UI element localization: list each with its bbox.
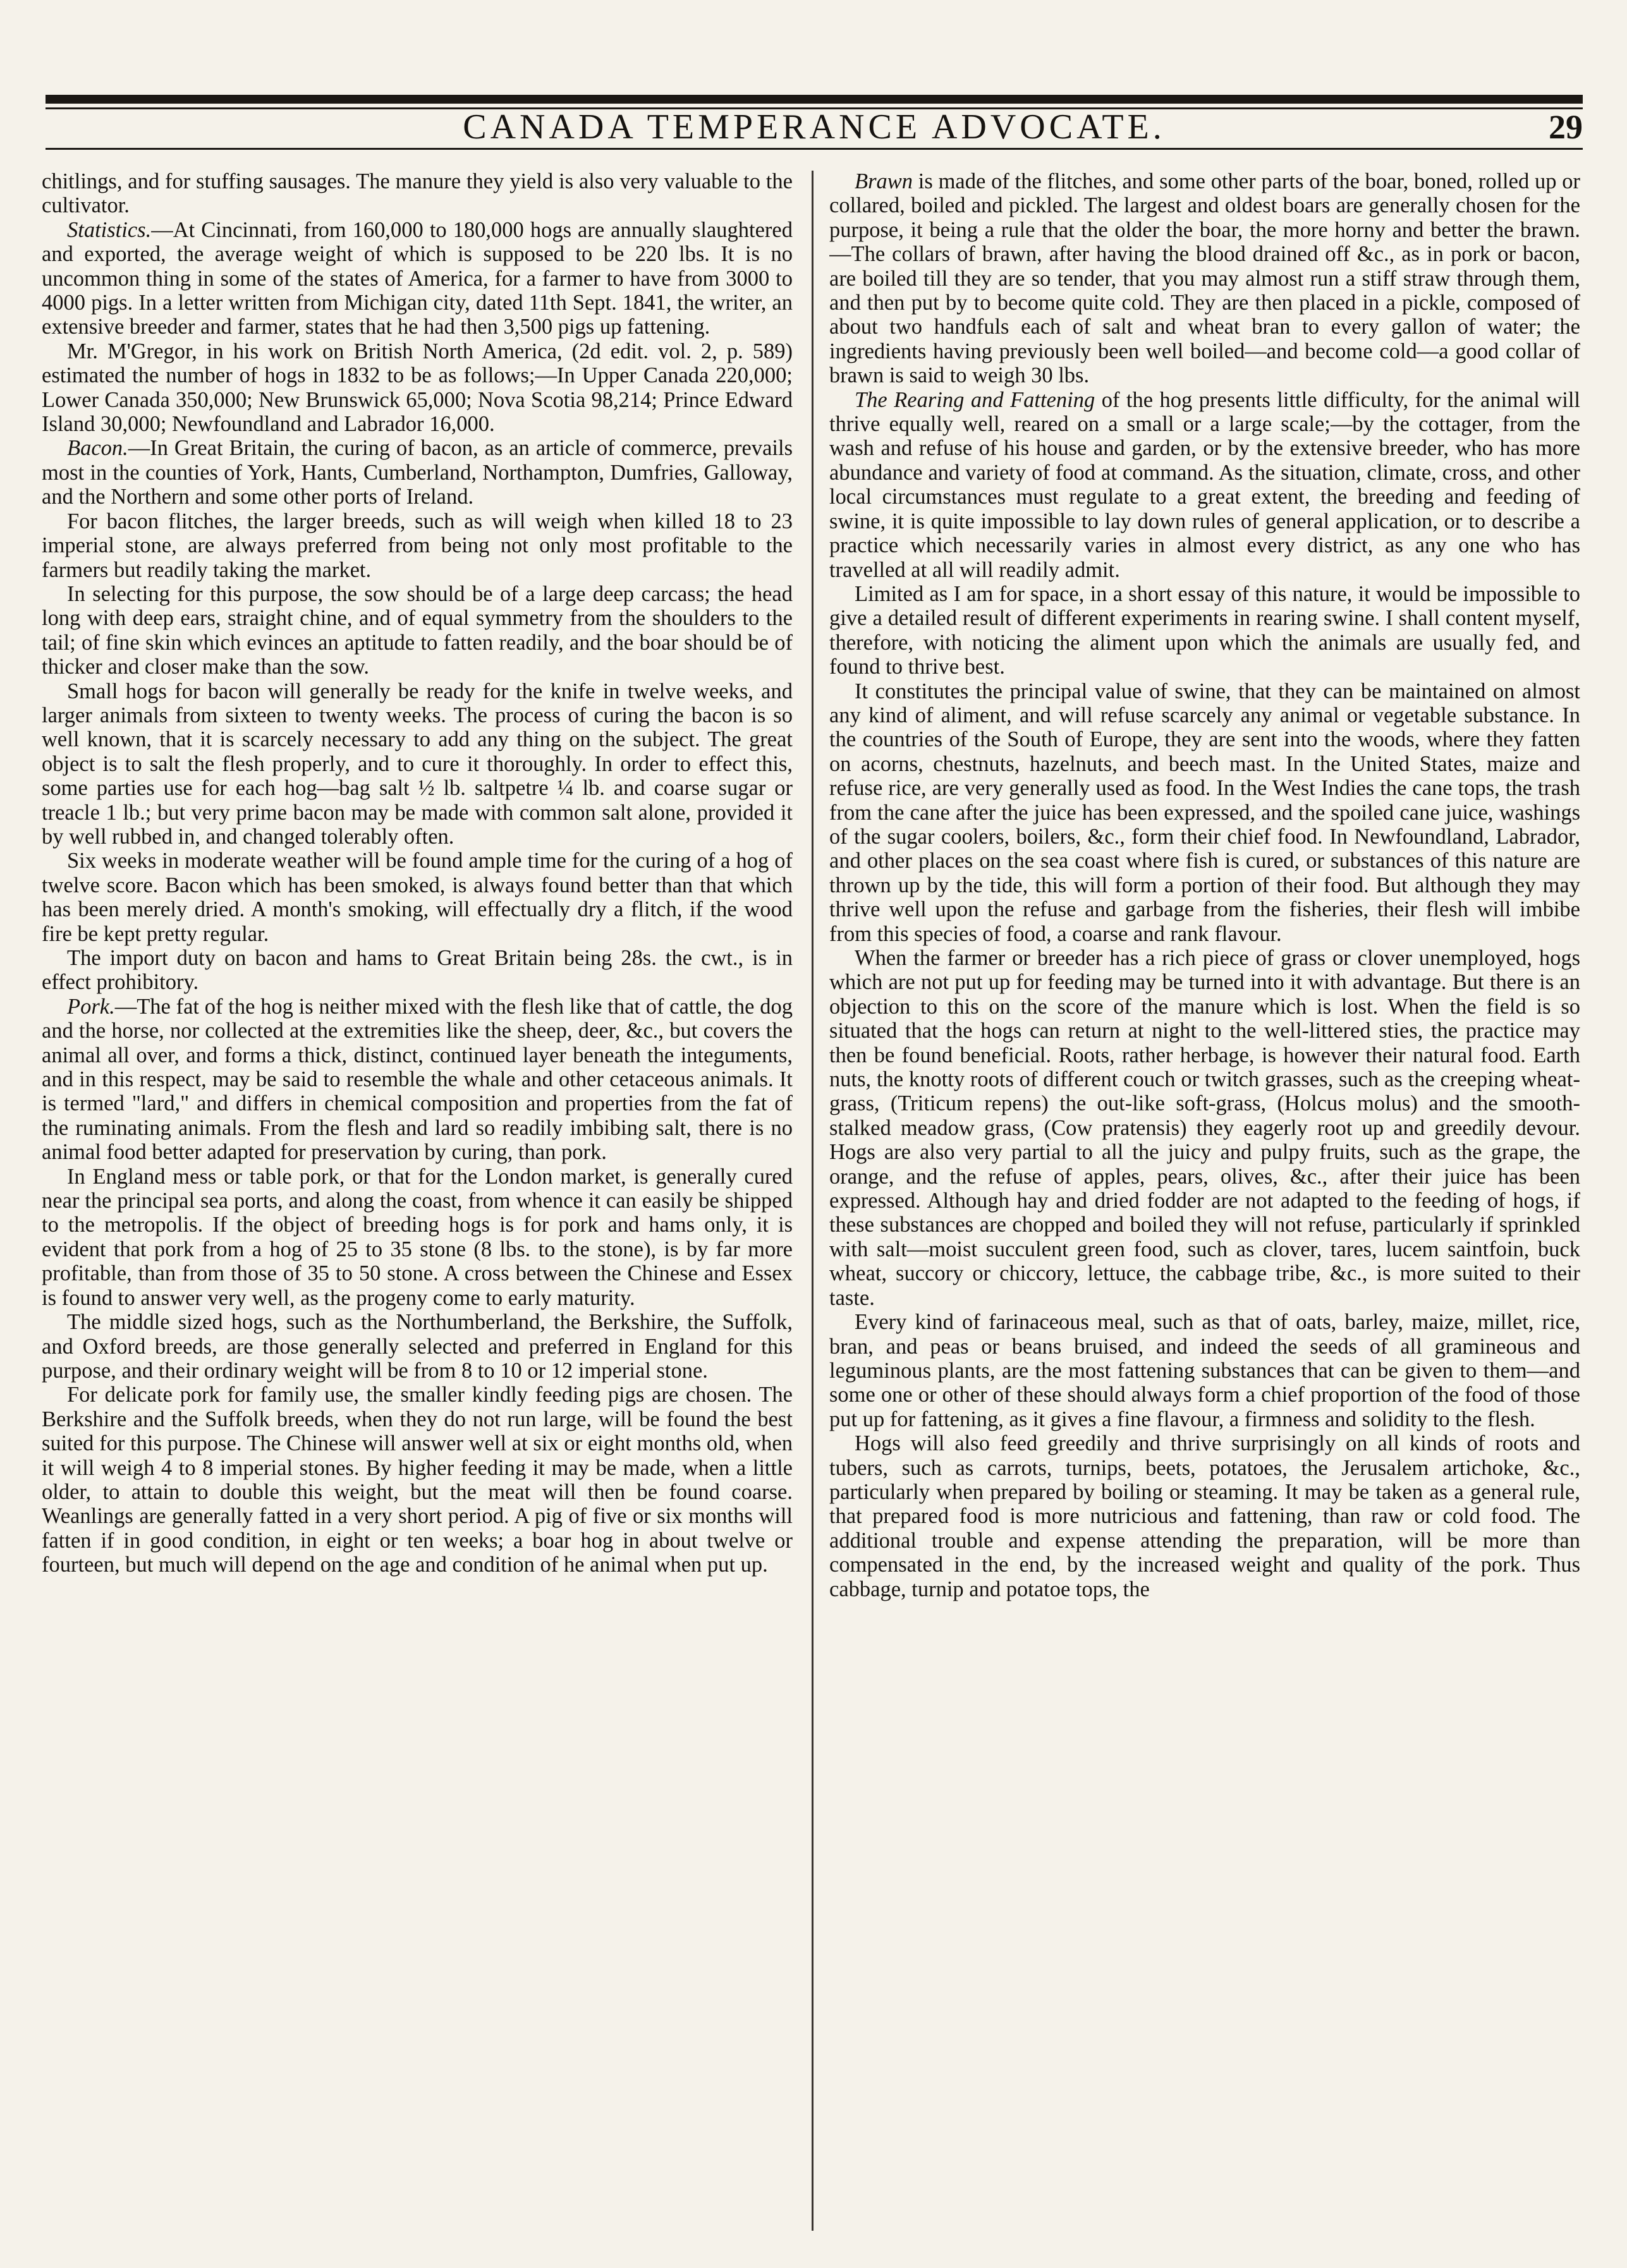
running-head: CANADA TEMPERANCE ADVOCATE.: [463, 107, 1166, 147]
paragraph: [42, 679, 793, 849]
paragraph: [42, 995, 793, 1165]
paragraph: [829, 1431, 1580, 1601]
paragraph-lead: The Rearing and Fattening: [855, 387, 1095, 412]
top-thick-rule: [46, 95, 1583, 104]
paragraph-text: In selecting for this purpose, the sow should be of a large deep carcass; the head long with deep ears, straight chine, and of equal symmetry from the shoulders to the tail; of fine skin which evinces an aptitude to fatten readily, and the boar should be of thicker and closer make than the sow.: [42, 581, 793, 679]
paragraph: [42, 1165, 793, 1310]
paragraph: [42, 1383, 793, 1577]
paragraph-text: It constitutes the principal value of swine, that they can be maintained on almost any kind of aliment, and will refuse scarcely any animal or vegetable substance. In the countries of the South of Europe, they are sent into the woods, where they fatten on acorns, chestnuts, hazelnuts, and beech mast. In the United States, maize and refuse rice, are very generally used as food. In the West Indies the cane tops, the trash from the cane after the juice has been expressed, and the spoiled cane juice, washings of the sugar coolers, boilers, &c., form their chief food. In Newfoundland, Labrador, and other places on the sea coast where fish is cured, or substances of this nature are thrown up by the tide, this will form a portion of their food. But although they may thrive well upon the refuse and garbage from the fisheries, their flesh will imbibe from this species of food, a coarse and rank flavour.: [829, 679, 1580, 946]
paragraph-text: For delicate pork for family use, the smaller kindly feeding pigs are chosen. The Berkshire and the Suffolk breeds, when they do not run large, will be found the best suited for this purpose. The Chinese will answer well at six or eight months old, when it will weigh 4 to 8 imperial stones. By higher feeding it may be made, when a little older, to attain to double this weight, but the meat will then be found coarse. Weanlings are generally fatted in a very short period. A pig of five or six months will fatten if in good condition, in eight or ten weeks; a boar hog in about twelve or fourteen, but much will depend on the age and condition of he animal when put up.: [42, 1383, 793, 1577]
paragraph-text: In England mess or table pork, or that for the London market, is generally cured near the principal sea ports, and along the coast, from whence it can easily be shipped to the metropolis. If the object of breeding hogs is for pork and hams only, it is evident that pork from a hog of 25 to 35 stone (8 lbs. to the stone), is by far more profitable, than from those of 35 to 50 stone. A cross between the Chinese and Essex is found to answer very well, as the progeny come to early maturity.: [42, 1164, 793, 1310]
paragraph-text: Six weeks in moderate weather will be found ample time for the curing of a hog of twelve score. Bacon which has been smoked, is always found better than that which has been merely dried. A month's smoking, will effectually dry a flitch, if the wood fire be kept pretty regular.: [42, 849, 793, 946]
paragraph-lead: Pork.: [67, 994, 115, 1019]
paragraph-text: —In Great Britain, the curing of bacon, as an article of commerce, prevails most in the counties of York, Hants, Cumberland, Northampton, Dumfries, Galloway, and the Northern and some other ports of Ireland.: [42, 436, 793, 509]
paragraph: [829, 582, 1580, 679]
paragraph-text: Limited as I am for space, in a short essay of this nature, it would be impossible to give a detailed result of different experiments in rearing swine. I shall content myself, therefore, with noticing the aliment upon which the animals are usually fed, and found to thrive best.: [829, 581, 1580, 679]
paragraph: [829, 169, 1580, 388]
left-column: [42, 169, 793, 2236]
right-column: [829, 169, 1580, 2236]
paragraph-text: Small hogs for bacon will generally be ready for the knife in twelve weeks, and larger animals from sixteen to twenty weeks. The process of curing the bacon is so well known, that it is scarcely necessary to add any thing on the subject. The great object is to salt the flesh properly, and to cure it thoroughly. In order to effect this, some parties use for each hog—bag salt ½ lb. saltpetre ¼ lb. and coarse sugar or treacle 1 lb.; but very prime bacon may be made with common salt alone, provided it by well rubbed in, and changed tolerably often.: [42, 679, 793, 849]
paragraph: [42, 1310, 793, 1383]
paragraph: [42, 436, 793, 509]
paragraph: [829, 679, 1580, 946]
paragraph-text: Mr. M'Gregor, in his work on British North America, (2d edit. vol. 2, p. 589) estimated the number of hogs in 1832 to be as follows;—In Upper Canada 220,000; Lower Canada 350,000; New Brunswick 65,000; Nova Scotia 98,214; Prince Edward Island 30,000; Newfoundland and Labrador 16,000.: [42, 339, 793, 437]
paragraph-text: When the farmer or breeder has a rich piece of grass or clover unemployed, hogs which are not put up for feeding may be turned into it with advantage. But there is an objection to this on the score of the manure which is lost. When the field is so situated that the hogs can return at night to the well-littered sties, the practice may then be found beneficial. Roots, rather herbage, is however their natural food. Earth nuts, the knotty roots of different couch or twitch grasses, such as the creeping wheat-grass, (Triticum repens) the out-like soft-grass, (Holcus molus) and the smooth-stalked meadow grass, (Cow pratensis) they eagerly root up and greedily devour. Hogs are also very partial to all the juicy and pulpy fruits, such as the grape, the orange, and the refuse of apples, pears, olives, &c., after their juice has been expressed. Although hay and dried fodder are not adapted to the feeding of hogs, if these substances are chopped and boiled they will not refuse, particularly if sprinkled with salt—moist succulent green food, such as clover, tares, lucem saintfoin, buck wheat, succory or chiccory, lettuce, the cabbage tribe, &c., is more suited to their taste.: [829, 946, 1580, 1310]
paragraph: [42, 946, 793, 995]
paragraph-text: The middle sized hogs, such as the Northumberland, the Berkshire, the Suffolk, and Oxford breeds, are those generally selected and preferred in England for this purpose, and their ordinary weight will be from 8 to 10 or 12 imperial stone.: [42, 1310, 793, 1383]
paragraph: [42, 582, 793, 679]
header-rule: [46, 148, 1583, 150]
paragraph-text: Hogs will also feed greedily and thrive surprisingly on all kinds of roots and tubers, such as carrots, turnips, beets, potatoes, the Jerusalem artichoke, &c., particularly when prepared by boiling or steaming. It may be taken as a general rule, that prepared food is more nutricious and fattening, than raw or cold food. The additional trouble and expense attending the preparation, will be more than compensated in the end, by the increased weight and quality of the pork. Thus cabbage, turnip and potatoe tops, the: [829, 1431, 1580, 1601]
paragraph-text: —The fat of the hog is neither mixed with the flesh like that of cattle, the dog and the horse, nor collected at the extremities like the sheep, deer, &c., but covers the animal all over, and forms a thick, distinct, continued layer beneath the integuments, and in this respect, may be said to resemble the whale and other cetaceous animals. It is termed "lard," and differs in chemical composition and properties from the fat of the ruminating animals. From the flesh and lard so readily imbibing salt, there is no animal food better adapted for preservation by curing, than pork.: [42, 994, 793, 1165]
paragraph-lead: Bacon.: [67, 436, 128, 461]
paragraph-lead: Statistics.: [67, 217, 152, 242]
paragraph: [42, 339, 793, 437]
paragraph: [42, 509, 793, 582]
paragraph-text: chitlings, and for stuffing sausages. The manure they yield is also very valuable to the cultivator.: [42, 169, 793, 218]
paragraph: [42, 849, 793, 946]
paragraph: [42, 218, 793, 339]
paragraph: [42, 169, 793, 218]
paragraph-text: Every kind of farinaceous meal, such as that of oats, barley, maize, millet, rice, bran, and peas or beans bruised, and indeed the seeds of all gramineous and leguminous plants, are the most fattening substances that can be given to them—and some one or other of these should always form a chief proportion of the food of those put up for fattening, as it gives a fine flavour, a firmness and solidity to the flesh.: [829, 1310, 1580, 1431]
paragraph-text: The import duty on bacon and hams to Great Britain being 28s. the cwt., is in effect prohibitory.: [42, 946, 793, 995]
paragraph-text: is made of the flitches, and some other parts of the boar, boned, rolled up or collared, boiled and pickled. The largest and oldest boars are generally chosen for the purpose, it being a rule that the older the boar, the more horny and better the brawn.—The collars of brawn, after having the blood drained off &c., as in pork or bacon, are boiled till they are so tender, that you may almost run a stiff straw through them, and then put by to become quite cold. They are then placed in a pickle, composed of about two handfuls each of salt and wheat bran to every gallon of water; the ingredients having previously been well boiled—and become cold—a good collar of brawn is said to weigh 30 lbs.: [829, 169, 1580, 388]
paragraph-text: For bacon flitches, the larger breeds, such as will weigh when killed 18 to 23 imperial stone, are always preferred from being not only most profitable to the farmers but readily taking the market.: [42, 509, 793, 582]
paragraph: [829, 388, 1580, 582]
paragraph: [829, 1310, 1580, 1431]
paragraph-text: —At Cincinnati, from 160,000 to 180,000 hogs are annually slaughtered and exported, the average weight of which is supposed to be 220 lbs. It is no uncommon thing in some of the states of America, for a farmer to have from 3000 to 4000 pigs. In a letter written from Michigan city, dated 11th Sept. 1841, the writer, an extensive breeder and farmer, states that he had then 3,500 pigs up fattening.: [42, 217, 793, 339]
column-divider: [812, 171, 814, 2231]
paragraph: [829, 946, 1580, 1310]
paragraph-text: of the hog presents little difficulty, for the animal will thrive equally well, reared on a small or a large scale;—by the cottager, from the wash and refuse of his house and garden, or by the extensive breeder, who has more abundance and variety of food at command. As the situation, climate, cross, and other local circumstances must regulate to a great extent, the breeding and feeding of swine, it is quite impossible to lay down rules of general application, or to describe a practice which necessarily varies in almost every district, as any one who has travelled at all will readily admit.: [829, 387, 1580, 582]
page-number: 29: [1549, 108, 1583, 146]
paragraph-lead: Brawn: [855, 169, 913, 193]
